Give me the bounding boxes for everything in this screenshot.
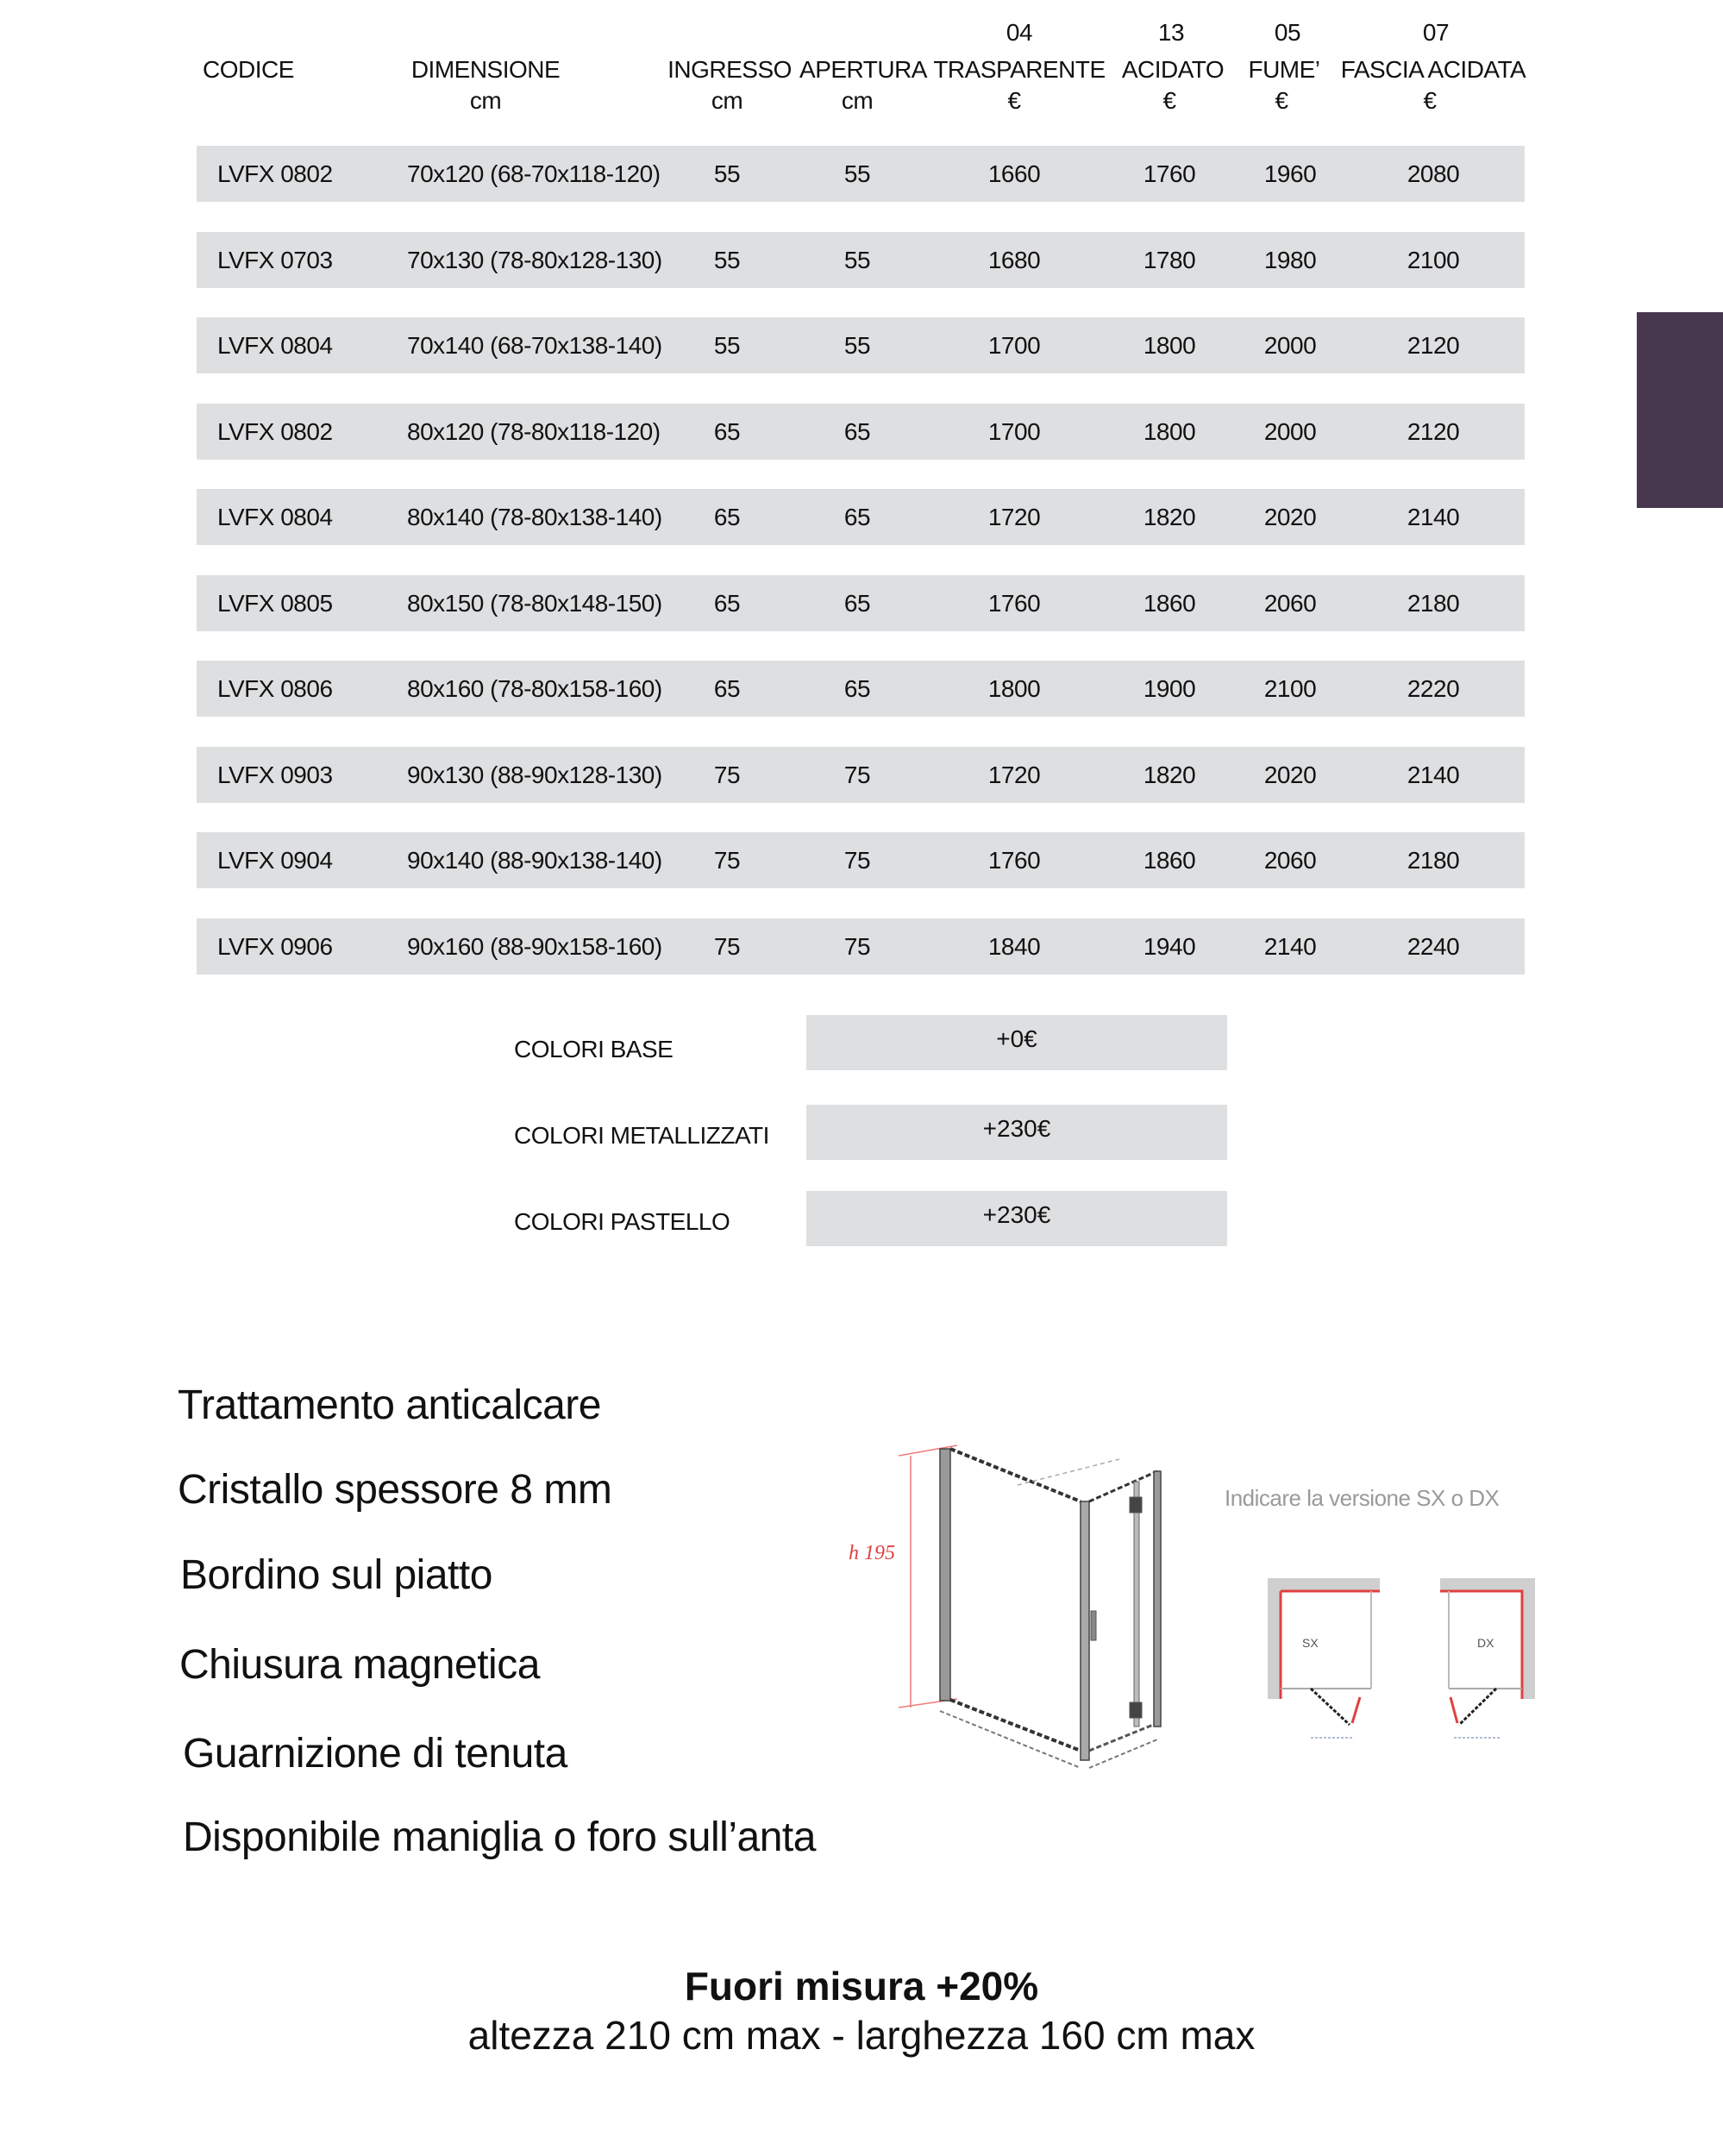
table-cell: 1780	[1143, 246, 1196, 273]
table-cell: LVFX 0804	[217, 504, 333, 530]
table-cell: 55	[843, 160, 871, 187]
table-cell: LVFX 0802	[217, 417, 333, 445]
header-fascia-acidata: FASCIA ACIDATA	[1340, 56, 1526, 83]
table-cell: 65	[713, 504, 741, 530]
table-cell: 80x140 (78-80x138-140)	[407, 504, 662, 530]
table-row	[197, 918, 1525, 975]
feature-item: Bordino sul piatto	[180, 1552, 492, 1598]
table-cell: 65	[713, 675, 741, 702]
table-cell: LVFX 0804	[217, 332, 333, 359]
table-cell: 1760	[987, 847, 1041, 874]
table-cell: 2180	[1407, 589, 1460, 617]
table-cell: 65	[713, 589, 741, 617]
table-cell: 2140	[1407, 761, 1460, 788]
feature-item: Disponibile maniglia o foro sull’anta	[183, 1814, 816, 1860]
table-row	[197, 832, 1525, 888]
table-cell: 2060	[1263, 847, 1317, 874]
table-cell: 55	[713, 160, 741, 187]
section-tab[interactable]	[1637, 312, 1723, 508]
table-cell: 1860	[1143, 847, 1196, 874]
header-code-fascia: 07	[1422, 19, 1450, 46]
table-cell: 1700	[987, 417, 1041, 445]
table-cell: 2060	[1263, 589, 1317, 617]
header-unit-dimensione: cm	[469, 87, 502, 114]
header-codice: CODICE	[203, 56, 294, 83]
table-row	[197, 661, 1525, 717]
header-apertura: APERTURA	[799, 56, 927, 83]
table-cell: 2140	[1407, 504, 1460, 530]
table-cell: LVFX 0805	[217, 589, 333, 617]
table-cell: 2020	[1263, 504, 1317, 530]
table-cell: 1960	[1263, 160, 1317, 187]
table-cell: 2100	[1407, 246, 1460, 273]
table-cell: 1760	[1143, 160, 1196, 187]
table-cell: LVFX 0806	[217, 675, 333, 702]
feature-item: Chiusura magnetica	[179, 1642, 540, 1688]
table-cell: 55	[713, 246, 741, 273]
table-row	[197, 489, 1525, 545]
table-cell: 2000	[1263, 417, 1317, 445]
table-cell: 1700	[987, 332, 1041, 359]
table-cell: 1720	[987, 504, 1041, 530]
table-cell: 75	[713, 847, 741, 874]
table-cell: 65	[843, 675, 871, 702]
table-cell: LVFX 0906	[217, 932, 333, 960]
header-unit-apertura: cm	[841, 87, 874, 114]
header-unit-fascia: €	[1423, 87, 1437, 114]
header-unit-acidato: €	[1162, 87, 1176, 114]
header-fume: FUME’	[1248, 56, 1320, 83]
table-cell: 90x160 (88-90x158-160)	[407, 932, 662, 960]
table-cell: 80x150 (78-80x148-150)	[407, 589, 662, 617]
plan-view-diagrams	[1242, 1578, 1561, 1768]
color-label-base: COLORI BASE	[514, 1036, 674, 1062]
table-cell: 1860	[1143, 589, 1196, 617]
table-cell: 1820	[1143, 761, 1196, 788]
header-unit-trasparente: €	[1007, 87, 1021, 114]
table-cell: 2220	[1407, 675, 1460, 702]
table-cell: 1800	[987, 675, 1041, 702]
table-cell: 1760	[987, 589, 1041, 617]
header-code-acidato: 13	[1157, 19, 1185, 46]
header-trasparente: TRASPARENTE	[933, 56, 1106, 83]
table-row	[197, 146, 1525, 202]
header-dimensione: DIMENSIONE	[410, 56, 561, 83]
table-cell: 1840	[987, 932, 1041, 960]
table-cell: 75	[713, 932, 741, 960]
table-cell: 70x130 (78-80x128-130)	[407, 246, 662, 273]
table-cell: LVFX 0903	[217, 761, 333, 788]
table-cell: 2100	[1263, 675, 1317, 702]
color-label-metallizzati: COLORI METALLIZZATI	[514, 1122, 769, 1149]
header-ingresso: INGRESSO	[667, 56, 792, 83]
header-unit-ingresso: cm	[711, 87, 743, 114]
table-cell: 2080	[1407, 160, 1460, 187]
table-cell: LVFX 0802	[217, 160, 333, 187]
enclosure-frame	[940, 1449, 1161, 1768]
table-cell: 2140	[1263, 932, 1317, 960]
header-code-trasparente: 04	[1006, 19, 1033, 46]
table-row	[197, 404, 1525, 460]
table-cell: 80x160 (78-80x158-160)	[407, 675, 662, 702]
custom-size-limits: altezza 210 cm max - larghezza 160 cm max	[467, 2013, 1256, 2058]
table-cell: 1820	[1143, 504, 1196, 530]
version-note: Indicare la versione SX o DX	[1225, 1485, 1500, 1511]
shower-enclosure-diagram	[828, 1414, 1190, 1785]
table-cell: 2000	[1263, 332, 1317, 359]
header-code-fume: 05	[1274, 19, 1301, 46]
dx-label: DX	[1477, 1636, 1494, 1650]
table-cell: 1720	[987, 761, 1041, 788]
table-cell: 65	[843, 589, 871, 617]
table-cell: 2020	[1263, 761, 1317, 788]
table-cell: 2180	[1407, 847, 1460, 874]
table-cell: 65	[713, 417, 741, 445]
table-cell: 65	[843, 417, 871, 445]
table-cell: 80x120 (78-80x118-120)	[407, 417, 661, 445]
table-row	[197, 232, 1525, 288]
table-row	[197, 317, 1525, 373]
table-cell: 2120	[1407, 332, 1460, 359]
feature-item: Cristallo spessore 8 mm	[178, 1467, 612, 1513]
table-cell: 2120	[1407, 417, 1460, 445]
color-price-base: +0€	[806, 1015, 1227, 1070]
table-cell: 1800	[1143, 332, 1196, 359]
table-cell: 1800	[1143, 417, 1196, 445]
table-cell: 70x120 (68-70x118-120)	[407, 160, 661, 187]
custom-size-title: Fuori misura +20%	[684, 1964, 1039, 2009]
table-cell: 1660	[987, 160, 1041, 187]
table-cell: LVFX 0904	[217, 847, 333, 874]
color-price-metallizzati: +230€	[806, 1105, 1227, 1160]
color-price-pastello: +230€	[806, 1191, 1227, 1246]
header-unit-fume: €	[1275, 87, 1288, 114]
table-cell: LVFX 0703	[217, 246, 333, 273]
feature-item: Trattamento anticalcare	[178, 1382, 601, 1428]
table-cell: 2240	[1407, 932, 1460, 960]
table-cell: 90x130 (88-90x128-130)	[407, 761, 662, 788]
plan-sx	[1268, 1578, 1380, 1738]
table-cell: 55	[843, 332, 871, 359]
table-cell: 65	[843, 504, 871, 530]
table-cell: 70x140 (68-70x138-140)	[407, 332, 662, 359]
table-cell: 75	[713, 761, 741, 788]
table-row	[197, 575, 1525, 631]
table-cell: 75	[843, 932, 871, 960]
table-cell: 55	[843, 246, 871, 273]
table-cell: 90x140 (88-90x138-140)	[407, 847, 662, 874]
header-acidato: ACIDATO	[1121, 56, 1225, 83]
table-cell: 75	[843, 761, 871, 788]
table-row	[197, 747, 1525, 803]
feature-item: Guarnizione di tenuta	[183, 1731, 567, 1777]
sx-label: SX	[1302, 1636, 1319, 1650]
table-cell: 75	[843, 847, 871, 874]
table-cell: 55	[713, 332, 741, 359]
table-cell: 1980	[1263, 246, 1317, 273]
color-label-pastello: COLORI PASTELLO	[514, 1208, 730, 1235]
plan-dx	[1440, 1578, 1535, 1738]
table-cell: 1940	[1143, 932, 1196, 960]
height-label: h 195	[849, 1542, 895, 1564]
table-cell: 1900	[1143, 675, 1196, 702]
table-cell: 1680	[987, 246, 1041, 273]
